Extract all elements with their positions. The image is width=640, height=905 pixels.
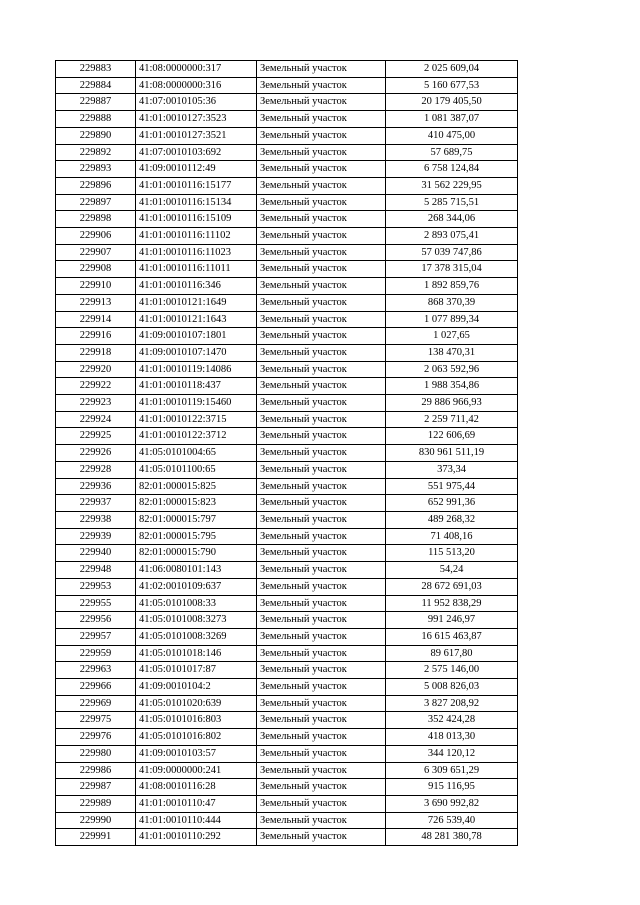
record-number-cell: 229975 bbox=[56, 712, 136, 729]
object-type-cell: Земельный участок bbox=[257, 111, 386, 128]
cadastral-number-cell: 41:09:0010107:1801 bbox=[136, 328, 257, 345]
table-row bbox=[56, 111, 518, 128]
object-type-cell: Земельный участок bbox=[257, 829, 386, 846]
table-row bbox=[56, 695, 518, 712]
table-row bbox=[56, 712, 518, 729]
table-row bbox=[56, 729, 518, 746]
object-type-cell: Земельный участок bbox=[257, 679, 386, 696]
table-row bbox=[56, 762, 518, 779]
object-type-cell: Земельный участок bbox=[257, 745, 386, 762]
object-type-cell: Земельный участок bbox=[257, 395, 386, 412]
table-row bbox=[56, 812, 518, 829]
object-type-cell: Земельный участок bbox=[257, 511, 386, 528]
record-number-cell: 229991 bbox=[56, 829, 136, 846]
object-type-cell: Земельный участок bbox=[257, 461, 386, 478]
cadastral-value-cell: 344 120,12 bbox=[386, 745, 518, 762]
object-type-cell: Земельный участок bbox=[257, 762, 386, 779]
record-number-cell: 229910 bbox=[56, 278, 136, 295]
table-row bbox=[56, 662, 518, 679]
cadastral-value-cell: 31 562 229,95 bbox=[386, 177, 518, 194]
table-row bbox=[56, 478, 518, 495]
cadastral-number-cell: 41:08:0000000:317 bbox=[136, 61, 257, 78]
cadastral-value-cell: 726 539,40 bbox=[386, 812, 518, 829]
record-number-cell: 229908 bbox=[56, 261, 136, 278]
object-type-cell: Земельный участок bbox=[257, 244, 386, 261]
table-row bbox=[56, 411, 518, 428]
record-number-cell: 229920 bbox=[56, 361, 136, 378]
cadastral-number-cell: 41:05:0101004:65 bbox=[136, 445, 257, 462]
table-row bbox=[56, 244, 518, 261]
record-number-cell: 229888 bbox=[56, 111, 136, 128]
cadastral-number-cell: 41:01:0010121:1649 bbox=[136, 294, 257, 311]
table-row bbox=[56, 77, 518, 94]
record-number-cell: 229925 bbox=[56, 428, 136, 445]
cadastral-number-cell: 82:01:000015:797 bbox=[136, 511, 257, 528]
cadastral-value-cell: 373,34 bbox=[386, 461, 518, 478]
table-row bbox=[56, 445, 518, 462]
record-number-cell: 229887 bbox=[56, 94, 136, 111]
table-row bbox=[56, 578, 518, 595]
cadastral-value-cell: 5 008 826,03 bbox=[386, 679, 518, 696]
cadastral-value-cell: 54,24 bbox=[386, 562, 518, 579]
cadastral-value-cell: 2 575 146,00 bbox=[386, 662, 518, 679]
record-number-cell: 229966 bbox=[56, 679, 136, 696]
object-type-cell: Земельный участок bbox=[257, 712, 386, 729]
cadastral-value-cell: 89 617,80 bbox=[386, 645, 518, 662]
record-number-cell: 229948 bbox=[56, 562, 136, 579]
cadastral-number-cell: 82:01:000015:790 bbox=[136, 545, 257, 562]
table-row bbox=[56, 344, 518, 361]
record-number-cell: 229939 bbox=[56, 528, 136, 545]
cadastral-number-cell: 41:07:0010103:692 bbox=[136, 144, 257, 161]
cadastral-value-cell: 57 039 747,86 bbox=[386, 244, 518, 261]
cadastral-value-cell: 6 309 651,29 bbox=[386, 762, 518, 779]
object-type-cell: Земельный участок bbox=[257, 528, 386, 545]
cadastral-value-cell: 652 991,36 bbox=[386, 495, 518, 512]
cadastral-value-cell: 122 606,69 bbox=[386, 428, 518, 445]
cadastral-value-cell: 2 259 711,42 bbox=[386, 411, 518, 428]
object-type-cell: Земельный участок bbox=[257, 495, 386, 512]
record-number-cell: 229907 bbox=[56, 244, 136, 261]
table-row bbox=[56, 545, 518, 562]
cadastral-number-cell: 41:09:0000000:241 bbox=[136, 762, 257, 779]
cadastral-value-cell: 28 672 691,03 bbox=[386, 578, 518, 595]
cadastral-number-cell: 41:07:0010105:36 bbox=[136, 94, 257, 111]
cadastral-number-cell: 41:05:0101008:3273 bbox=[136, 612, 257, 629]
cadastral-number-cell: 41:01:0010116:11102 bbox=[136, 228, 257, 245]
table-row bbox=[56, 795, 518, 812]
object-type-cell: Земельный участок bbox=[257, 261, 386, 278]
table-row bbox=[56, 562, 518, 579]
object-type-cell: Земельный участок bbox=[257, 328, 386, 345]
table-row bbox=[56, 211, 518, 228]
table-body bbox=[56, 61, 518, 846]
table-row bbox=[56, 361, 518, 378]
record-number-cell: 229892 bbox=[56, 144, 136, 161]
record-number-cell: 229990 bbox=[56, 812, 136, 829]
cadastral-number-cell: 41:01:0010119:14086 bbox=[136, 361, 257, 378]
object-type-cell: Земельный участок bbox=[257, 94, 386, 111]
object-type-cell: Земельный участок bbox=[257, 578, 386, 595]
cadastral-number-cell: 41:01:0010127:3521 bbox=[136, 127, 257, 144]
cadastral-value-cell: 29 886 966,93 bbox=[386, 395, 518, 412]
object-type-cell: Земельный участок bbox=[257, 194, 386, 211]
cadastral-number-cell: 41:01:0010110:292 bbox=[136, 829, 257, 846]
cadastral-value-cell: 991 246,97 bbox=[386, 612, 518, 629]
cadastral-value-cell: 489 268,32 bbox=[386, 511, 518, 528]
land-plot-table bbox=[55, 60, 518, 846]
cadastral-value-cell: 6 758 124,84 bbox=[386, 161, 518, 178]
table-row bbox=[56, 461, 518, 478]
object-type-cell: Земельный участок bbox=[257, 61, 386, 78]
table-row bbox=[56, 144, 518, 161]
record-number-cell: 229940 bbox=[56, 545, 136, 562]
cadastral-number-cell: 41:01:0010127:3523 bbox=[136, 111, 257, 128]
table-row bbox=[56, 161, 518, 178]
table-row bbox=[56, 595, 518, 612]
cadastral-number-cell: 41:01:0010116:15177 bbox=[136, 177, 257, 194]
cadastral-value-cell: 352 424,28 bbox=[386, 712, 518, 729]
table-row bbox=[56, 294, 518, 311]
record-number-cell: 229916 bbox=[56, 328, 136, 345]
record-number-cell: 229976 bbox=[56, 729, 136, 746]
cadastral-value-cell: 418 013,30 bbox=[386, 729, 518, 746]
object-type-cell: Земельный участок bbox=[257, 795, 386, 812]
cadastral-value-cell: 868 370,39 bbox=[386, 294, 518, 311]
object-type-cell: Земельный участок bbox=[257, 545, 386, 562]
table-row bbox=[56, 328, 518, 345]
cadastral-value-cell: 1 077 899,34 bbox=[386, 311, 518, 328]
object-type-cell: Земельный участок bbox=[257, 211, 386, 228]
cadastral-number-cell: 41:01:0010122:3715 bbox=[136, 411, 257, 428]
cadastral-value-cell: 17 378 315,04 bbox=[386, 261, 518, 278]
object-type-cell: Земельный участок bbox=[257, 645, 386, 662]
cadastral-number-cell: 41:09:0010112:49 bbox=[136, 161, 257, 178]
record-number-cell: 229914 bbox=[56, 311, 136, 328]
cadastral-number-cell: 41:01:0010116:11023 bbox=[136, 244, 257, 261]
cadastral-number-cell: 41:01:0010118:437 bbox=[136, 378, 257, 395]
cadastral-number-cell: 41:08:0010116:28 bbox=[136, 779, 257, 796]
table-row bbox=[56, 177, 518, 194]
table-row bbox=[56, 127, 518, 144]
object-type-cell: Земельный участок bbox=[257, 612, 386, 629]
table-row bbox=[56, 228, 518, 245]
record-number-cell: 229898 bbox=[56, 211, 136, 228]
cadastral-number-cell: 41:01:0010116:15109 bbox=[136, 211, 257, 228]
object-type-cell: Земельный участок bbox=[257, 228, 386, 245]
table-row bbox=[56, 628, 518, 645]
table-row bbox=[56, 278, 518, 295]
cadastral-value-cell: 1 892 859,76 bbox=[386, 278, 518, 295]
cadastral-number-cell: 41:06:0080101:143 bbox=[136, 562, 257, 579]
cadastral-value-cell: 3 690 992,82 bbox=[386, 795, 518, 812]
table-row bbox=[56, 495, 518, 512]
table-row bbox=[56, 378, 518, 395]
cadastral-value-cell: 115 513,20 bbox=[386, 545, 518, 562]
object-type-cell: Земельный участок bbox=[257, 294, 386, 311]
cadastral-number-cell: 41:01:0010119:15460 bbox=[136, 395, 257, 412]
object-type-cell: Земельный участок bbox=[257, 344, 386, 361]
cadastral-value-cell: 830 961 511,19 bbox=[386, 445, 518, 462]
record-number-cell: 229937 bbox=[56, 495, 136, 512]
cadastral-number-cell: 41:01:0010116:11011 bbox=[136, 261, 257, 278]
cadastral-value-cell: 20 179 405,50 bbox=[386, 94, 518, 111]
table-row bbox=[56, 61, 518, 78]
cadastral-value-cell: 48 281 380,78 bbox=[386, 829, 518, 846]
record-number-cell: 229959 bbox=[56, 645, 136, 662]
cadastral-number-cell: 41:02:0010109:637 bbox=[136, 578, 257, 595]
cadastral-number-cell: 41:01:0010116:346 bbox=[136, 278, 257, 295]
object-type-cell: Земельный участок bbox=[257, 378, 386, 395]
record-number-cell: 229918 bbox=[56, 344, 136, 361]
cadastral-number-cell: 41:09:0010104:2 bbox=[136, 679, 257, 696]
cadastral-value-cell: 2 025 609,04 bbox=[386, 61, 518, 78]
table-row bbox=[56, 829, 518, 846]
cadastral-number-cell: 82:01:000015:795 bbox=[136, 528, 257, 545]
record-number-cell: 229987 bbox=[56, 779, 136, 796]
table-row bbox=[56, 612, 518, 629]
object-type-cell: Земельный участок bbox=[257, 445, 386, 462]
cadastral-number-cell: 41:05:0101008:33 bbox=[136, 595, 257, 612]
record-number-cell: 229926 bbox=[56, 445, 136, 462]
table-row bbox=[56, 528, 518, 545]
object-type-cell: Земельный участок bbox=[257, 662, 386, 679]
cadastral-number-cell: 41:05:0101016:803 bbox=[136, 712, 257, 729]
record-number-cell: 229963 bbox=[56, 662, 136, 679]
object-type-cell: Земельный участок bbox=[257, 77, 386, 94]
record-number-cell: 229969 bbox=[56, 695, 136, 712]
record-number-cell: 229953 bbox=[56, 578, 136, 595]
cadastral-value-cell: 5 160 677,53 bbox=[386, 77, 518, 94]
cadastral-value-cell: 268 344,06 bbox=[386, 211, 518, 228]
table-row bbox=[56, 261, 518, 278]
record-number-cell: 229913 bbox=[56, 294, 136, 311]
cadastral-number-cell: 41:05:0101008:3269 bbox=[136, 628, 257, 645]
cadastral-number-cell: 41:05:0101100:65 bbox=[136, 461, 257, 478]
object-type-cell: Земельный участок bbox=[257, 478, 386, 495]
cadastral-number-cell: 41:09:0010107:1470 bbox=[136, 344, 257, 361]
table-row bbox=[56, 428, 518, 445]
cadastral-number-cell: 41:01:0010122:3712 bbox=[136, 428, 257, 445]
cadastral-value-cell: 2 063 592,96 bbox=[386, 361, 518, 378]
record-number-cell: 229896 bbox=[56, 177, 136, 194]
table-row bbox=[56, 94, 518, 111]
table-row bbox=[56, 511, 518, 528]
cadastral-value-cell: 57 689,75 bbox=[386, 144, 518, 161]
object-type-cell: Земельный участок bbox=[257, 161, 386, 178]
cadastral-number-cell: 41:05:0101020:639 bbox=[136, 695, 257, 712]
table-row bbox=[56, 779, 518, 796]
cadastral-value-cell: 2 893 075,41 bbox=[386, 228, 518, 245]
record-number-cell: 229938 bbox=[56, 511, 136, 528]
table-row bbox=[56, 311, 518, 328]
record-number-cell: 229980 bbox=[56, 745, 136, 762]
object-type-cell: Земельный участок bbox=[257, 144, 386, 161]
cadastral-value-cell: 11 952 838,29 bbox=[386, 595, 518, 612]
object-type-cell: Земельный участок bbox=[257, 628, 386, 645]
record-number-cell: 229986 bbox=[56, 762, 136, 779]
record-number-cell: 229884 bbox=[56, 77, 136, 94]
cadastral-value-cell: 138 470,31 bbox=[386, 344, 518, 361]
record-number-cell: 229906 bbox=[56, 228, 136, 245]
cadastral-number-cell: 41:01:0010110:47 bbox=[136, 795, 257, 812]
object-type-cell: Земельный участок bbox=[257, 361, 386, 378]
cadastral-number-cell: 41:05:0101017:87 bbox=[136, 662, 257, 679]
record-number-cell: 229989 bbox=[56, 795, 136, 812]
record-number-cell: 229957 bbox=[56, 628, 136, 645]
record-number-cell: 229923 bbox=[56, 395, 136, 412]
cadastral-number-cell: 82:01:000015:823 bbox=[136, 495, 257, 512]
cadastral-value-cell: 16 615 463,87 bbox=[386, 628, 518, 645]
cadastral-number-cell: 41:01:0010116:15134 bbox=[136, 194, 257, 211]
object-type-cell: Земельный участок bbox=[257, 812, 386, 829]
table-row bbox=[56, 395, 518, 412]
record-number-cell: 229956 bbox=[56, 612, 136, 629]
object-type-cell: Земельный участок bbox=[257, 428, 386, 445]
record-number-cell: 229897 bbox=[56, 194, 136, 211]
table-row bbox=[56, 745, 518, 762]
cadastral-number-cell: 41:01:0010121:1643 bbox=[136, 311, 257, 328]
cadastral-value-cell: 551 975,44 bbox=[386, 478, 518, 495]
record-number-cell: 229955 bbox=[56, 595, 136, 612]
record-number-cell: 229883 bbox=[56, 61, 136, 78]
cadastral-number-cell: 41:09:0010103:57 bbox=[136, 745, 257, 762]
cadastral-number-cell: 41:05:0101016:802 bbox=[136, 729, 257, 746]
record-number-cell: 229893 bbox=[56, 161, 136, 178]
cadastral-value-cell: 5 285 715,51 bbox=[386, 194, 518, 211]
object-type-cell: Земельный участок bbox=[257, 595, 386, 612]
table-row bbox=[56, 679, 518, 696]
object-type-cell: Земельный участок bbox=[257, 411, 386, 428]
object-type-cell: Земельный участок bbox=[257, 779, 386, 796]
object-type-cell: Земельный участок bbox=[257, 127, 386, 144]
object-type-cell: Земельный участок bbox=[257, 278, 386, 295]
record-number-cell: 229890 bbox=[56, 127, 136, 144]
cadastral-value-cell: 3 827 208,92 bbox=[386, 695, 518, 712]
object-type-cell: Земельный участок bbox=[257, 562, 386, 579]
cadastral-number-cell: 82:01:000015:825 bbox=[136, 478, 257, 495]
object-type-cell: Земельный участок bbox=[257, 177, 386, 194]
cadastral-value-cell: 410 475,00 bbox=[386, 127, 518, 144]
record-number-cell: 229936 bbox=[56, 478, 136, 495]
cadastral-number-cell: 41:05:0101018:146 bbox=[136, 645, 257, 662]
record-number-cell: 229924 bbox=[56, 411, 136, 428]
table-row bbox=[56, 645, 518, 662]
cadastral-number-cell: 41:08:0000000:316 bbox=[136, 77, 257, 94]
record-number-cell: 229928 bbox=[56, 461, 136, 478]
table-row bbox=[56, 194, 518, 211]
object-type-cell: Земельный участок bbox=[257, 729, 386, 746]
cadastral-value-cell: 915 116,95 bbox=[386, 779, 518, 796]
cadastral-value-cell: 71 408,16 bbox=[386, 528, 518, 545]
cadastral-number-cell: 41:01:0010110:444 bbox=[136, 812, 257, 829]
object-type-cell: Земельный участок bbox=[257, 311, 386, 328]
cadastral-value-cell: 1 081 387,07 bbox=[386, 111, 518, 128]
cadastral-value-cell: 1 988 354,86 bbox=[386, 378, 518, 395]
object-type-cell: Земельный участок bbox=[257, 695, 386, 712]
record-number-cell: 229922 bbox=[56, 378, 136, 395]
cadastral-value-cell: 1 027,65 bbox=[386, 328, 518, 345]
